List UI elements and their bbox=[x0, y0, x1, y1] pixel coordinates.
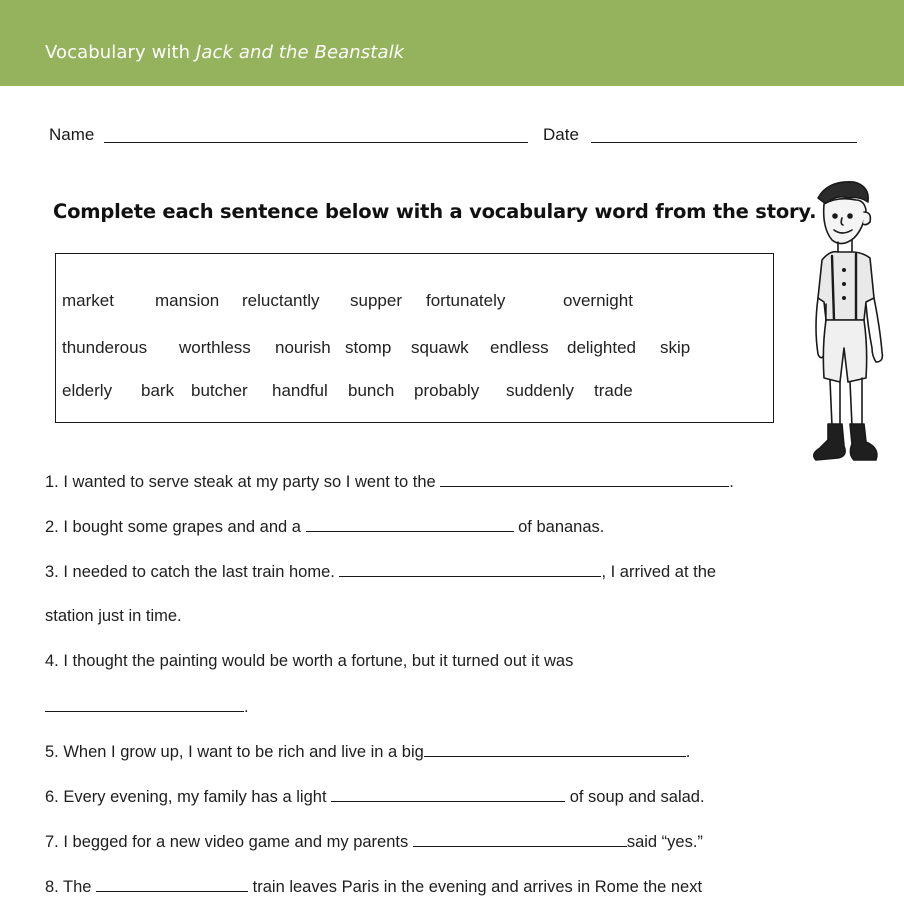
question-4: 4. I thought the painting would be worth a fortune, but it turned out it was bbox=[45, 652, 574, 670]
date-label: Date bbox=[543, 125, 579, 144]
answer-blank-8[interactable] bbox=[96, 877, 248, 892]
question-7: 7. I begged for a new video game and my parents said “yes.” bbox=[45, 833, 703, 851]
answer-blank-3[interactable] bbox=[339, 562, 601, 577]
word-bank-word: fortunately bbox=[426, 291, 506, 310]
boy-illustration bbox=[808, 178, 904, 478]
title-prefix: Vocabulary with bbox=[45, 42, 197, 63]
name-field-line[interactable] bbox=[104, 142, 528, 143]
instructions: Complete each sentence below with a vocabulary word from the story. bbox=[53, 200, 817, 223]
word-bank-word: supper bbox=[350, 291, 402, 310]
question-3: 3. I needed to catch the last train home. , I arrived at the bbox=[45, 563, 717, 581]
word-bank-word: overnight bbox=[563, 291, 633, 310]
question-1: 1. I wanted to serve steak at my party so I went to the . bbox=[45, 473, 734, 491]
question-3-continued: station just in time. bbox=[45, 607, 182, 625]
answer-blank-6[interactable] bbox=[331, 787, 565, 802]
answer-blank-4[interactable] bbox=[45, 697, 244, 712]
answer-blank-2[interactable] bbox=[306, 517, 514, 532]
answer-blank-1[interactable] bbox=[440, 472, 729, 487]
word-bank-word: bark bbox=[141, 381, 175, 400]
header-banner bbox=[0, 0, 904, 86]
name-label: Name bbox=[49, 125, 95, 144]
word-bank-word: bunch bbox=[348, 381, 395, 400]
date-field-line[interactable] bbox=[591, 142, 857, 143]
word-bank-word: mansion bbox=[155, 291, 220, 310]
title-book-name: Jack and the Beanstalk bbox=[196, 42, 405, 63]
word-bank-word: thunderous bbox=[62, 338, 148, 357]
word-bank-word: elderly bbox=[62, 381, 113, 400]
word-bank-word: trade bbox=[594, 381, 633, 400]
worksheet-title bbox=[45, 42, 404, 63]
question-5: 5. When I grow up, I want to be rich and live in a big . bbox=[45, 743, 691, 761]
word-bank-word: butcher bbox=[191, 381, 248, 400]
word-bank-word: worthless bbox=[179, 338, 251, 357]
question-2: 2. I bought some grapes and and a of bananas. bbox=[45, 518, 605, 536]
word-bank-word: delighted bbox=[567, 338, 637, 357]
word-bank-word: endless bbox=[490, 338, 549, 357]
word-bank-word: stomp bbox=[345, 338, 392, 357]
answer-blank-7[interactable] bbox=[413, 832, 627, 847]
answer-blank-5[interactable] bbox=[424, 742, 686, 757]
word-bank-word: nourish bbox=[275, 338, 331, 357]
word-bank-word: suddenly bbox=[506, 381, 575, 400]
question-6: 6. Every evening, my family has a light of soup and salad. bbox=[45, 788, 705, 806]
word-bank-word: reluctantly bbox=[242, 291, 320, 310]
word-bank-word: handful bbox=[272, 381, 328, 400]
question-8: 8. The train leaves Paris in the evening and arrives in Rome the next bbox=[45, 878, 703, 896]
word-bank-word: squawk bbox=[411, 338, 469, 357]
word-bank-word: market bbox=[62, 291, 114, 310]
question-4-continued: . bbox=[45, 697, 249, 717]
word-bank-word: skip bbox=[660, 338, 691, 357]
word-bank-word: probably bbox=[414, 381, 480, 400]
